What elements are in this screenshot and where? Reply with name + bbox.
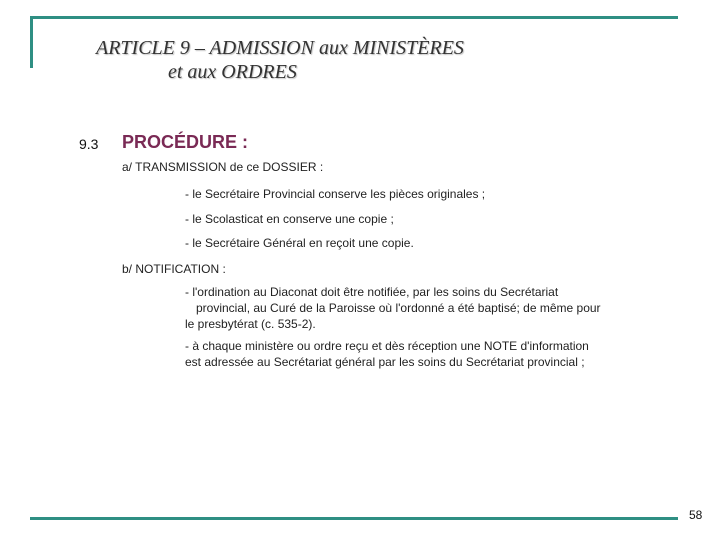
part-a-heading: a/ TRANSMISSION de ce DOSSIER : [122, 160, 324, 174]
part-b-para-2-line-1: - à chaque ministère ou ordre reçu et dès réception une NOTE d'information [185, 339, 589, 353]
page-title-line-2: et aux ORDRES [168, 61, 297, 83]
part-a-item-1: - le Secrétaire Provincial conserve les pièces originales ; [185, 187, 486, 201]
section-title: PROCÉDURE : [122, 132, 249, 152]
part-a-item-2: - le Scolasticat en conserve une copie ; [185, 212, 394, 226]
page-title-line-1: ARTICLE 9 – ADMISSION aux MINISTÈRES [96, 37, 464, 59]
part-b-heading: b/ NOTIFICATION : [122, 262, 226, 276]
part-a-item-3: - le Secrétaire Général en reçoit une copie. [185, 236, 414, 250]
section-number: 9.3 [79, 136, 99, 152]
part-b-para-1-line-2: provincial, au Curé de la Paroisse où l'ordonné a été baptisé; de même pour [196, 301, 601, 315]
page-title [96, 36, 464, 84]
top-rule [30, 16, 678, 19]
left-rule [30, 16, 33, 68]
part-b-para-2-line-2: est adressée au Secrétariat général par les soins du Secrétariat provincial ; [185, 355, 585, 369]
page-number: 58 [689, 508, 703, 522]
part-b-para-1-line-1: - l'ordination au Diaconat doit être notifiée, par les soins du Secrétariat [185, 285, 559, 299]
part-b-para-1-line-3: le presbytérat (c. 535-2). [185, 317, 316, 331]
bottom-rule [30, 517, 678, 520]
